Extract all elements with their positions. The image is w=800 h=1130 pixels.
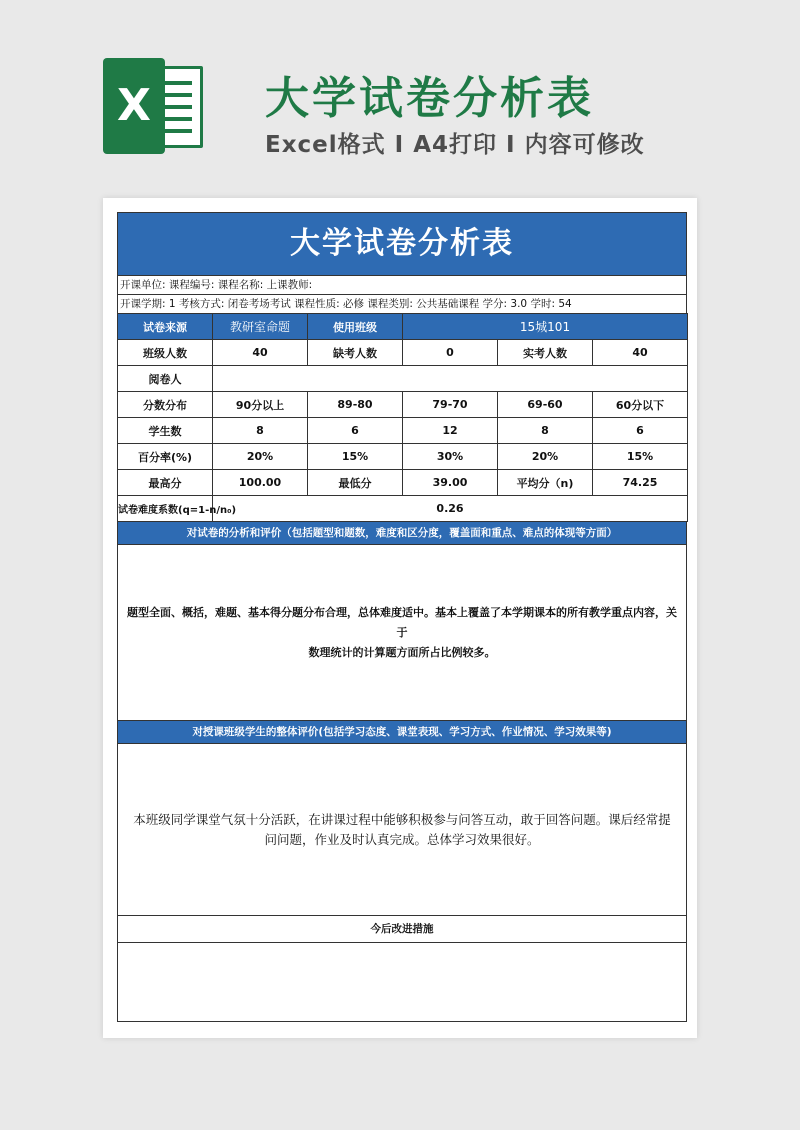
pct-cell: 20%: [213, 444, 308, 470]
analysis-text-line: 题型全面、概括，难题、基本得分题分布合理，总体难度适中。基本上覆盖了本学期课本的所有教学重点内容，关于: [127, 605, 677, 639]
info-line-1: 开课单位: 课程编号: 课程名称: 上课教师:: [117, 275, 687, 294]
table-row: [118, 470, 688, 496]
pct-cell: 30%: [403, 444, 498, 470]
analysis-body: [117, 545, 687, 721]
source-value: 教研室命题: [213, 314, 308, 340]
pct-cell: 15%: [593, 444, 688, 470]
analysis-text-line: 数理统计的计算题方面所占比例较多。: [308, 645, 496, 659]
evaluation-text-line: 问问题，作业及时认真完成。总体学习效果很好。: [264, 831, 540, 847]
students-cell: 6: [593, 418, 688, 444]
analysis-header: 对试卷的分析和评价（包括题型和题数，难度和区分度，覆盖面和重点、难点的体现等方面）: [117, 522, 687, 545]
evaluation-text-line: 本班级同学课堂气氛十分活跃，在讲课过程中能够积极参与问答互动，敢于回答问题。课后经常提: [133, 811, 671, 827]
class-value: 15城101: [403, 314, 688, 340]
dist-range: 60分以下: [593, 392, 688, 418]
pct-cell: 20%: [498, 444, 593, 470]
dist-label: 分数分布: [118, 392, 213, 418]
dist-range: 69-60: [498, 392, 593, 418]
absent-value: 0: [403, 340, 498, 366]
difficulty-value: 0.26: [213, 496, 688, 522]
improvement-body: [117, 943, 687, 1022]
sheet-title: 大学试卷分析表: [117, 212, 687, 275]
info-line-2: 开课学期: 1 考核方式: 闭卷考场考试 课程性质: 必修 课程类别: 公共基础课程 学分: 3.0 学时: 54: [117, 294, 687, 313]
table-row: [118, 314, 688, 340]
students-cell: 6: [308, 418, 403, 444]
spreadsheet: [117, 212, 687, 1022]
evaluation-header: 对授课班级学生的整体评价(包括学习态度、课堂表现、学习方式、作业情况、学习效果等): [117, 721, 687, 744]
actual-label: 实考人数: [498, 340, 593, 366]
avg-value: 74.25: [593, 470, 688, 496]
table-row: [118, 340, 688, 366]
min-label: 最低分: [308, 470, 403, 496]
grader-label: 阅卷人: [118, 366, 213, 392]
students-cell: 8: [498, 418, 593, 444]
pct-label: 百分率(%): [118, 444, 213, 470]
excel-x-letter: X: [117, 80, 151, 131]
actual-value: 40: [593, 340, 688, 366]
max-value: 100.00: [213, 470, 308, 496]
page-title: 大学试卷分析表: [265, 73, 594, 124]
count-label: 班级人数: [118, 340, 213, 366]
page-subtitle: Excel格式 I A4打印 I 内容可修改: [265, 132, 645, 158]
difficulty-label: 试卷难度系数(q=1-n/n₀): [118, 496, 213, 522]
students-cell: 8: [213, 418, 308, 444]
evaluation-body: [117, 744, 687, 916]
students-cell: 12: [403, 418, 498, 444]
improvement-header: 今后改进措施: [117, 916, 687, 943]
pct-cell: 15%: [308, 444, 403, 470]
table-row: [118, 444, 688, 470]
count-value: 40: [213, 340, 308, 366]
table-row: [118, 418, 688, 444]
dist-range: 89-80: [308, 392, 403, 418]
excel-x-tile: [103, 58, 165, 154]
grader-value: [213, 366, 688, 392]
table-row: [118, 392, 688, 418]
table-row: [118, 496, 688, 522]
max-label: 最高分: [118, 470, 213, 496]
document-preview: [103, 198, 697, 1038]
score-table: [117, 313, 688, 522]
dist-range: 90分以上: [213, 392, 308, 418]
source-label: 试卷来源: [118, 314, 213, 340]
students-label: 学生数: [118, 418, 213, 444]
min-value: 39.00: [403, 470, 498, 496]
excel-logo-icon: [103, 58, 203, 154]
dist-range: 79-70: [403, 392, 498, 418]
table-row: [118, 366, 688, 392]
absent-label: 缺考人数: [308, 340, 403, 366]
avg-label: 平均分（n): [498, 470, 593, 496]
class-label: 使用班级: [308, 314, 403, 340]
